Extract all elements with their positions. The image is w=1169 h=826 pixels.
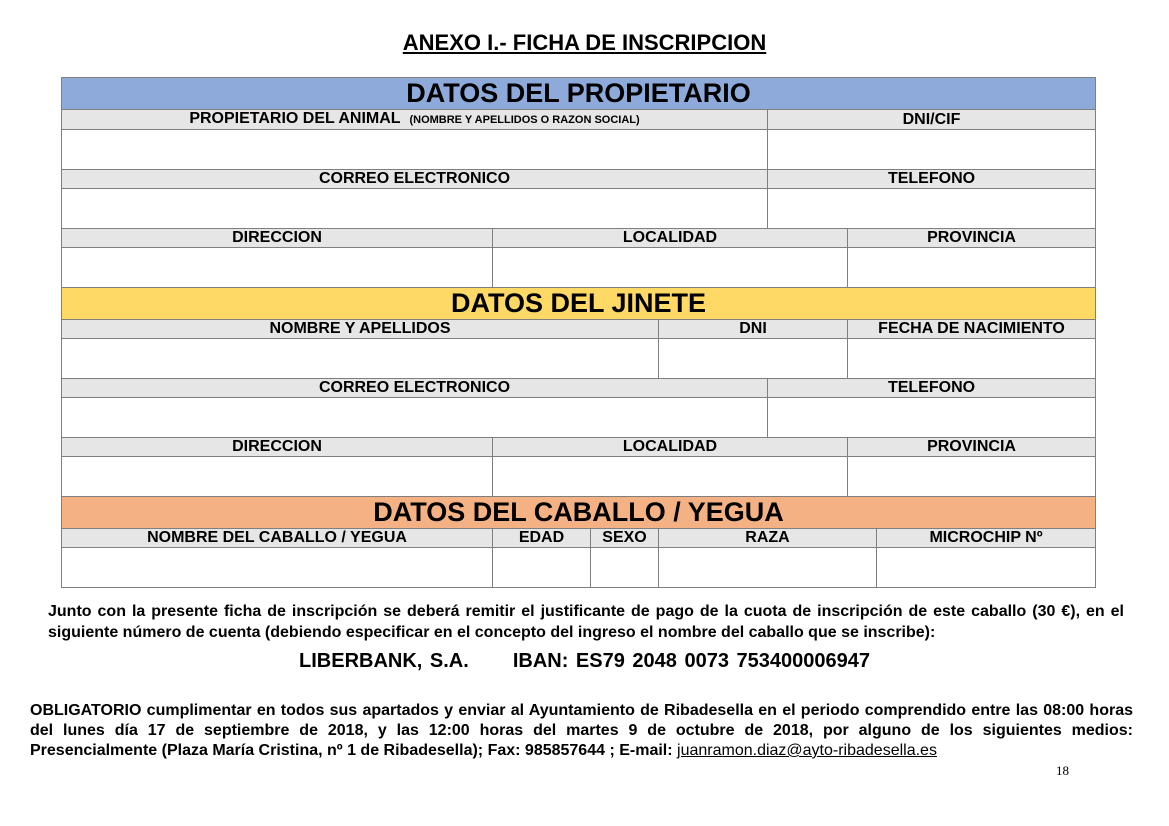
propietario-direccion-cell: [62, 248, 493, 288]
jinete-localidad-label: LOCALIDAD: [493, 438, 848, 457]
jinete-provincia-cell: [848, 457, 1096, 497]
page-number: 18: [1056, 763, 1069, 778]
payment-note: Junto con la presente ficha de inscripción se deberá remitir el justificante de pago de la cuota de inscripción de este caballo (30 €), en el siguiente número de cuenta (debiendo especificar en el concepto del ingreso el nombre del caballo que se inscribe):: [48, 603, 1124, 641]
propietario-label-row-2: [62, 170, 1096, 189]
propietario-dni-cell: [768, 130, 1096, 170]
jinete-dni-input[interactable]: [659, 339, 847, 378]
propietario-label-row-1: [62, 110, 1096, 130]
obligatorio-note: [30, 701, 1133, 761]
jinete-direccion-label: DIRECCION: [62, 438, 493, 457]
jinete-correo-label: CORREO ELECTRONICO: [62, 379, 768, 398]
propietario-nombre-label-note: (NOMBRE Y APELLIDOS O RAZON SOCIAL): [409, 114, 640, 126]
caballo-sexo-cell: [591, 548, 659, 588]
jinete-label-row-3: [62, 438, 1096, 457]
bank-iban: IBAN: ES79 2048 0073 753400006947: [512, 650, 870, 672]
jinete-localidad-input[interactable]: [493, 457, 847, 496]
caballo-nombre-cell: [62, 548, 493, 588]
caballo-raza-label: RAZA: [659, 529, 877, 548]
propietario-correo-label: CORREO ELECTRONICO: [62, 170, 768, 189]
propietario-nombre-cell: [62, 130, 768, 170]
propietario-localidad-cell: [493, 248, 848, 288]
propietario-correo-cell: [62, 189, 768, 229]
jinete-fecha-cell: [848, 339, 1096, 379]
propietario-direccion-label: DIRECCION: [62, 229, 493, 248]
jinete-section-header-row: [62, 288, 1096, 320]
propietario-dni-input[interactable]: [768, 130, 1095, 169]
page-title: ANEXO I.- FICHA DE INSCRIPCION: [402, 30, 767, 55]
jinete-localidad-cell: [493, 457, 848, 497]
caballo-section-header-row: [62, 497, 1096, 529]
caballo-sexo-input[interactable]: [591, 548, 658, 587]
jinete-input-row-1: [62, 339, 1096, 379]
propietario-nombre-label-text: PROPIETARIO DEL ANIMAL: [189, 110, 401, 127]
jinete-dni-cell: [659, 339, 848, 379]
email-link[interactable]: juanramon.diaz@ayto-ribadesella.es: [677, 742, 937, 759]
propietario-localidad-label: LOCALIDAD: [493, 229, 848, 248]
propietario-input-row-1: [62, 130, 1096, 170]
caballo-nombre-input[interactable]: [62, 548, 492, 587]
propietario-provincia-cell: [848, 248, 1096, 288]
jinete-telefono-cell: [768, 398, 1096, 438]
jinete-provincia-label: PROVINCIA: [848, 438, 1096, 457]
caballo-section-title: DATOS DEL CABALLO / YEGUA: [62, 497, 1096, 529]
jinete-direccion-input[interactable]: [62, 457, 492, 496]
caballo-edad-label: EDAD: [493, 529, 591, 548]
propietario-section-title: DATOS DEL PROPIETARIO: [62, 78, 1096, 110]
jinete-provincia-input[interactable]: [848, 457, 1095, 496]
jinete-telefono-input[interactable]: [768, 398, 1095, 437]
jinete-telefono-label: TELEFONO: [768, 379, 1096, 398]
propietario-correo-input[interactable]: [62, 189, 767, 228]
propietario-label-row-3: [62, 229, 1096, 248]
jinete-correo-cell: [62, 398, 768, 438]
propietario-provincia-label: PROVINCIA: [848, 229, 1096, 248]
jinete-nombre-cell: [62, 339, 659, 379]
caballo-nombre-label: NOMBRE DEL CABALLO / YEGUA: [62, 529, 493, 548]
propietario-section-header-row: [62, 78, 1096, 110]
obligatorio-text: OBLIGATORIO cumplimentar en todos sus apartados y enviar al Ayuntamiento de Ribadesella en el periodo comprendido entre las 08:00 horas del lunes día 17 de septiembre de 2018, y las 12:00 horas del martes 9 de octubre de 2018, por alguno de los siguientes medios: Presencialmente (Plaza María Cristina, nº 1 de Ribadesella); Fax: 985857644 ; E-mail:: [30, 702, 1133, 759]
caballo-sexo-label: SEXO: [591, 529, 659, 548]
propietario-telefono-input[interactable]: [768, 189, 1095, 228]
caballo-input-row: [62, 548, 1096, 588]
caballo-edad-cell: [493, 548, 591, 588]
jinete-input-row-2: [62, 398, 1096, 438]
propietario-provincia-input[interactable]: [848, 248, 1095, 287]
jinete-nombre-input[interactable]: [62, 339, 658, 378]
propietario-direccion-input[interactable]: [62, 248, 492, 287]
jinete-section-title: DATOS DEL JINETE: [62, 288, 1096, 320]
propietario-telefono-label: TELEFONO: [768, 170, 1096, 189]
jinete-label-row-1: [62, 320, 1096, 339]
bank-name: LIBERBANK, S.A.: [299, 650, 469, 672]
bank-details: [0, 650, 1169, 673]
propietario-nombre-input[interactable]: [62, 130, 767, 169]
caballo-raza-cell: [659, 548, 877, 588]
propietario-nombre-label: [62, 110, 768, 130]
caballo-microchip-cell: [877, 548, 1096, 588]
propietario-telefono-cell: [768, 189, 1096, 229]
jinete-input-row-3: [62, 457, 1096, 497]
jinete-fecha-label: FECHA DE NACIMIENTO: [848, 320, 1096, 339]
registration-form-table: [61, 77, 1096, 588]
caballo-label-row: [62, 529, 1096, 548]
jinete-fecha-input[interactable]: [848, 339, 1095, 378]
caballo-edad-input[interactable]: [493, 548, 590, 587]
propietario-input-row-2: [62, 189, 1096, 229]
propietario-localidad-input[interactable]: [493, 248, 847, 287]
jinete-dni-label: DNI: [659, 320, 848, 339]
jinete-nombre-label: NOMBRE Y APELLIDOS: [62, 320, 659, 339]
jinete-correo-input[interactable]: [62, 398, 767, 437]
caballo-microchip-label: MICROCHIP Nº: [877, 529, 1096, 548]
caballo-raza-input[interactable]: [659, 548, 876, 587]
caballo-microchip-input[interactable]: [877, 548, 1095, 587]
jinete-direccion-cell: [62, 457, 493, 497]
propietario-input-row-3: [62, 248, 1096, 288]
jinete-label-row-2: [62, 379, 1096, 398]
propietario-dni-label: DNI/CIF: [768, 110, 1096, 130]
